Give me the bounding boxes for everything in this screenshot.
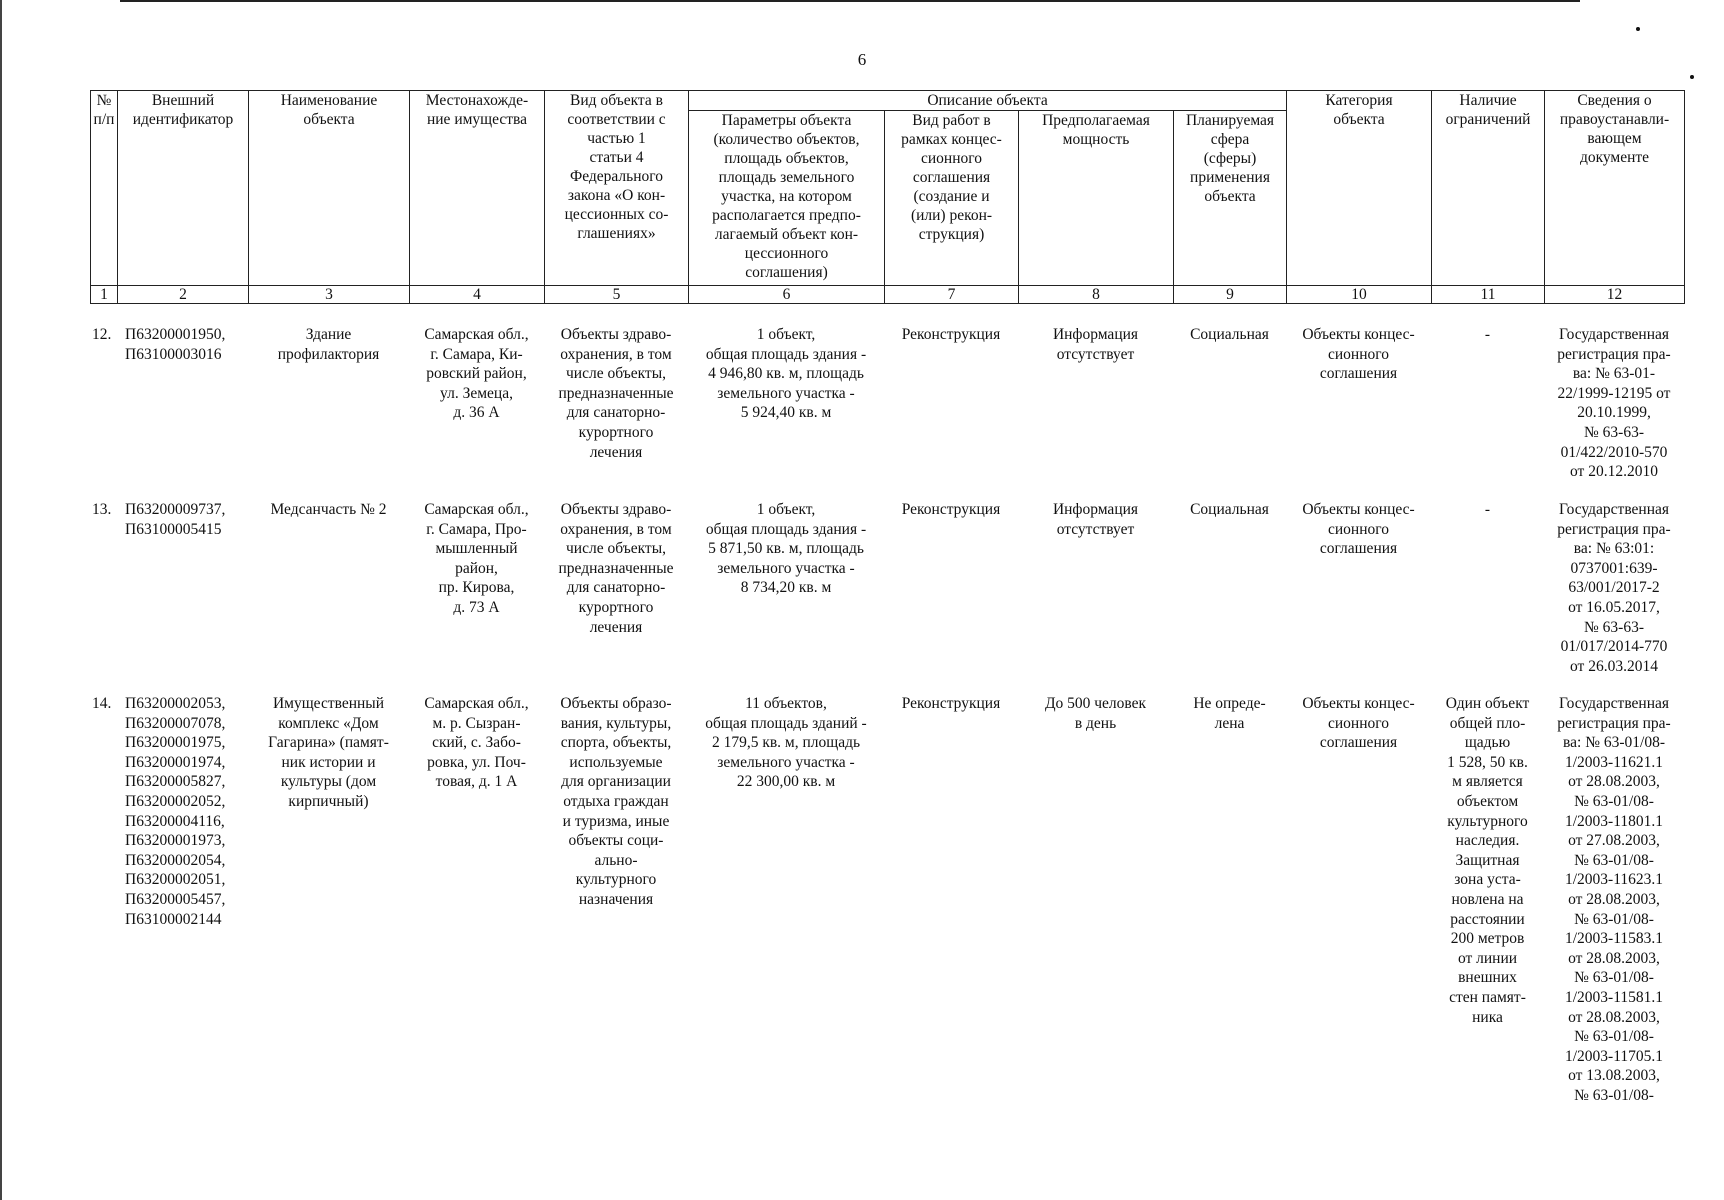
header-object-name: Наименование объекта [249,91,410,286]
column-number: 9 [1174,286,1287,304]
column-numbers-row [91,286,1685,304]
row-restrictions: Один объект общей пло- щадью 1 528, 50 кв. м является объектом культурного наследия. Защитная зона уста- новлена на расстоянии 200 метров от линии внешних стен памят- ника [1445,695,1530,1026]
row-number: 12. [92,326,112,343]
row-parameters: 11 объектов, общая площадь зданий - 2 179,5 кв. м, площадь земельного участка - 22 300,00 кв. м [705,695,867,791]
table-row [90,694,1684,1105]
header-external-id: Внешний идентификатор [118,91,249,286]
row-sphere: Не опреде- лена [1193,695,1266,732]
column-number: 6 [689,286,885,304]
row-number: 13. [92,501,112,518]
row-location: Самарская обл., м. р. Сызран- ский, с. Забо- ровка, ул. Поч- товая, д. 1 А [424,695,529,791]
row-external-ids: П63200002053, П63200007078, П63200001975, П63200001974, П63200005827, П63200002052, П63200004116, П63200001973, П63200002054, П63200002051, П63200005457, П63100002144 [125,695,226,928]
row-parameters: 1 объект, общая площадь здания - 5 871,50 кв. м, площадь земельного участка - 8 734,20 кв. м [705,501,867,597]
row-location: Самарская обл., г. Самара, Про- мышленный район, пр. Кирова, д. 73 А [424,501,529,616]
header-title-document: Сведения о правоустанавли- вающем документе [1545,91,1685,286]
column-number: 8 [1019,286,1174,304]
column-number: 7 [885,286,1019,304]
scan-speck [1636,27,1640,31]
header-category: Категория объекта [1287,91,1432,286]
row-external-ids: П63200001950, П63100003016 [125,326,226,363]
table-body [90,325,1684,1105]
row-restrictions: - [1484,326,1491,343]
table-row [90,325,1684,500]
row-work-type: Реконструкция [901,695,1001,712]
row-object-type: Объекты образо- вания, культуры, спорта, объекты, используемые для организации отдыха граждан и туризма, иные объекты соци- ально- культурного назначения [560,695,672,908]
row-parameters: 1 объект, общая площадь здания - 4 946,80 кв. м, площадь земельного участка - 5 924,40 кв. м [705,326,867,422]
row-sphere: Социальная [1190,326,1269,343]
row-number: 14. [92,695,112,712]
row-title-document: Государственная регистрация пра- ва: № 63:01: 0737001:639- 63/001/2017-2 от 16.05.2017, № 63-63- 01/017/2014-770 от 26.03.2014 [1557,501,1671,675]
header-object-description: Описание объекта [689,91,1287,111]
row-sphere: Социальная [1190,501,1269,518]
header-sphere: Планируемая сфера (сферы) применения объекта [1174,111,1287,286]
column-number: 5 [545,286,689,304]
column-number: 12 [1545,286,1685,304]
header-object-type: Вид объекта в соответствии с частью 1 статьи 4 Федерального закона «О кон- цессионных со- глашениях» [545,91,689,286]
top-border-line [120,0,1580,2]
header-number: № п/п [91,91,118,286]
row-capacity: Информация отсутствует [1052,501,1139,538]
header-capacity: Предполагаемая мощность [1019,111,1174,286]
row-object-type: Объекты здраво- охранения, в том числе объекты, предназначенные для санаторно- курортного лечения [558,326,674,461]
column-number: 11 [1432,286,1545,304]
row-capacity: Информация отсутствует [1052,326,1139,363]
header-parameters: Параметры объекта (количество объектов, площадь объектов, площадь земельного участка, на котором располагается предпо- лагаемый объект кон- цессионного соглашения) [689,111,885,286]
row-work-type: Реконструкция [901,501,1001,518]
row-object-name: Имущественный комплекс «Дом Гагарина» (памят- ник истории и культуры (дом кирпичный) [268,695,389,810]
row-object-name: Медсанчасть № 2 [270,501,387,518]
table-row [90,500,1684,694]
row-work-type: Реконструкция [901,326,1001,343]
header-location: Местонахожде- ние имущества [410,91,545,286]
column-number: 4 [410,286,545,304]
row-location: Самарская обл., г. Самара, Ки- ровский район, ул. Земеца, д. 36 А [424,326,529,422]
row-restrictions: - [1484,501,1491,518]
row-capacity: До 500 человек в день [1044,695,1147,732]
row-title-document: Государственная регистрация пра- ва: № 63-01/08- 1/2003-11621.1 от 28.08.2003, № 63-01/08- 1/2003-11801.1 от 27.08.2003, № 63-01/08- 1/2003-11623.1 от 28.08.2003, № 63-01/08- 1/2003-11583.1 от 28.08.2003, № 63-01/08- 1/2003-11581.1 от 28.08.2003, № 63-01/08- 1/2003-11705.1 от 13.08.2003, № 63-01/08- [1557,695,1671,1104]
column-number: 10 [1287,286,1432,304]
header-restrictions: Наличие ограничений [1432,91,1545,286]
row-object-name: Здание профилактория [277,326,380,363]
header-work-type: Вид работ в рамках концес- сионного соглашения (создание и (или) рекон- струкция) [885,111,1019,286]
scan-speck [1690,75,1694,79]
column-number: 3 [249,286,410,304]
row-category: Объекты концес- сионного соглашения [1302,695,1415,752]
row-external-ids: П63200009737, П63100005415 [125,501,226,538]
row-category: Объекты концес- сионного соглашения [1302,501,1415,558]
left-border-line [0,0,2,1200]
row-title-document: Государственная регистрация пра- ва: № 63-01- 22/1999-12195 от 20.10.1999, № 63-63- 01/422/2010-570 от 20.12.2010 [1557,326,1671,481]
page-number: 6 [857,50,867,69]
row-object-type: Объекты здраво- охранения, в том числе объекты, предназначенные для санаторно- курортного лечения [558,501,674,636]
column-number: 1 [91,286,118,304]
row-category: Объекты концес- сионного соглашения [1302,326,1415,383]
column-number: 2 [118,286,249,304]
table-header [90,90,1685,304]
